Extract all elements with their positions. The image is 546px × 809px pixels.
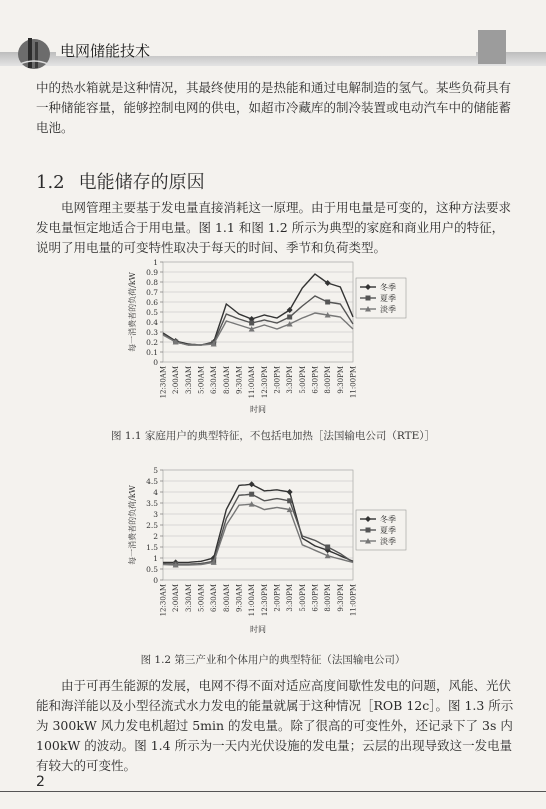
y-tick-label: 5	[153, 466, 158, 475]
y-tick-label: 0.2	[146, 338, 158, 347]
x-tick-label: 12:30PM	[260, 366, 269, 399]
y-tick-label: 2	[153, 532, 158, 541]
legend-label: 夏季	[380, 294, 396, 303]
y-tick-label: 0.5	[146, 308, 158, 317]
legend-label: 淡季	[380, 305, 396, 314]
legend-label: 冬季	[380, 283, 396, 292]
x-tick-label: 3:30AM	[184, 584, 193, 612]
figure-1-2-caption: 图 1.2 第三产业和个体用户的典型特征（法国输电公司）	[140, 654, 406, 666]
x-tick-label: 9:30AM	[235, 366, 244, 394]
x-tick-label: 8:00PM	[324, 366, 333, 394]
y-tick-label: 4.5	[146, 477, 158, 486]
x-tick-label: 5:00PM	[298, 366, 307, 394]
x-tick-label: 11:00PM	[349, 366, 358, 399]
x-tick-label: 12:30AM	[159, 366, 168, 399]
x-tick-label: 11:00AM	[248, 366, 257, 399]
x-tick-label: 12:30PM	[260, 584, 269, 617]
header-tab-marker	[478, 30, 506, 64]
x-tick-label: 6:30AM	[210, 584, 219, 612]
figure-1-1-caption: 图 1.1 家庭用户的典型特征，不包括电加热［法国输电公司（RTE）］	[110, 430, 435, 442]
y-tick-label: 1.5	[146, 543, 158, 552]
x-tick-label: 8:00PM	[324, 584, 333, 612]
x-tick-label: 5:00PM	[298, 584, 307, 612]
x-tick-label: 9:30AM	[235, 584, 244, 612]
paragraph-renewables: 由于可再生能源的发展，电网不得不面对适应高度间歇性发电的问题，风能、光伏能和海洋能以及小型径流式水力发电的能量就属于这种情况［ROB 12c］。图 1.3 所示为 300kW 风力发电机超过 5min 的发电量。除了很高的可变性外，还记录下了 3s 内 100kW 的波动。图 1.4 所示为一天内光伏设施的发电量；云层的出现导致这一发电量有较大的可变性。	[36, 678, 514, 773]
section-title: 电能储存的原因	[78, 172, 205, 193]
y-tick-label: 1	[153, 258, 158, 267]
y-tick-label: 0.3	[146, 328, 158, 337]
x-tick-label: 6:30AM	[210, 366, 219, 394]
page-number: 2	[36, 774, 45, 790]
y-tick-label: 0.7	[146, 288, 158, 297]
y-tick-label: 4	[153, 488, 158, 497]
y-tick-label: 0.9	[146, 268, 158, 277]
x-tick-label: 9:30PM	[336, 366, 345, 394]
x-tick-label: 5:00AM	[197, 584, 206, 612]
data-point	[249, 492, 254, 497]
y-tick-label: 3	[153, 510, 158, 519]
footer-rule	[0, 791, 546, 792]
x-axis-label: 时间	[250, 625, 266, 634]
book-logo-icon	[14, 34, 54, 70]
x-axis-label: 时间	[250, 405, 266, 414]
y-tick-label: 3.5	[146, 499, 158, 508]
x-tick-label: 3:30AM	[184, 366, 193, 394]
x-tick-label: 3:30PM	[286, 366, 295, 394]
header-title: 电网储能技术	[60, 42, 151, 60]
figure-1-1-chart	[0, 248, 546, 426]
x-tick-label: 2:00PM	[273, 366, 282, 394]
running-header	[0, 30, 546, 74]
data-point	[287, 315, 292, 320]
section-heading	[36, 168, 205, 194]
x-tick-label: 2:00AM	[172, 366, 181, 394]
x-tick-label: 9:30PM	[336, 584, 345, 612]
y-tick-label: 0.6	[146, 298, 158, 307]
x-tick-label: 2:00AM	[172, 584, 181, 612]
y-tick-label: 0.4	[146, 318, 158, 327]
x-tick-label: 5:00AM	[197, 366, 206, 394]
y-axis-label: 每一消费者的负荷/kW	[128, 485, 137, 565]
x-tick-label: 8:00AM	[222, 366, 231, 394]
y-axis-label: 每一消费者的负荷/kW	[128, 272, 137, 352]
figure-1-2-chart	[0, 458, 546, 650]
legend-label: 淡季	[380, 537, 396, 546]
x-tick-label: 6:30PM	[311, 366, 320, 394]
x-tick-label: 11:00PM	[349, 584, 358, 617]
data-point	[325, 300, 330, 305]
paragraph-load-variability: 电网管理主要基于发电量直接消耗这一原理。由于用电量是可变的，这种方法要求发电量恒定地适合于用电量。图 1.1 和图 1.2 所示为典型的家庭和商业用户的特征，说明了用电量的可变特性取决于每天的时间、季节和负荷类型。	[36, 200, 512, 255]
section-number: 1.2	[36, 172, 65, 193]
y-tick-label: 0	[153, 358, 158, 367]
legend-label: 夏季	[380, 526, 396, 535]
legend-label: 冬季	[380, 515, 396, 524]
y-tick-label: 0.5	[146, 565, 158, 574]
y-tick-label: 2.5	[146, 521, 158, 530]
paragraph-intro: 中的热水箱就是这种情况，其最终使用的是热能和通过电解制造的氢气。某些负荷具有一种储能容量，能够控制电网的供电，如超市冷藏库的制冷装置或电动汽车中的储能蓄电池。	[36, 80, 512, 135]
data-point	[325, 545, 330, 550]
x-tick-label: 11:00AM	[248, 584, 257, 617]
y-tick-label: 1	[153, 554, 158, 563]
x-tick-label: 8:00AM	[222, 584, 231, 612]
y-tick-label: 0	[153, 576, 158, 585]
data-point	[249, 321, 254, 326]
x-tick-label: 3:30PM	[286, 584, 295, 612]
legend-marker	[366, 528, 371, 533]
x-tick-label: 6:30PM	[311, 584, 320, 612]
y-tick-label: 0.1	[146, 348, 158, 357]
y-tick-label: 0.8	[146, 278, 158, 287]
legend-marker	[366, 296, 371, 301]
data-point	[287, 498, 292, 503]
x-tick-label: 12:30AM	[159, 584, 168, 617]
x-tick-label: 2:00PM	[273, 584, 282, 612]
